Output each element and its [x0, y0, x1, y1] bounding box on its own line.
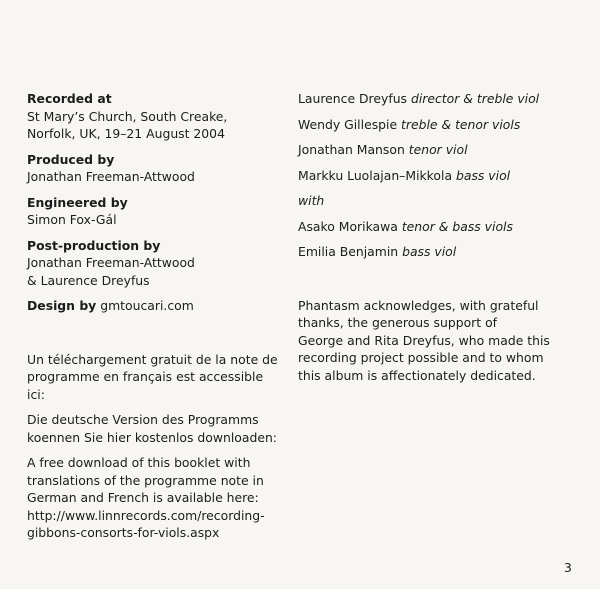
- performer-row: [298, 218, 583, 236]
- performer-row: [298, 116, 583, 134]
- with-label: with: [298, 193, 325, 208]
- performer-role: tenor & bass viols: [401, 218, 513, 234]
- performer-role: bass viol: [402, 244, 457, 259]
- produced-credit: [27, 151, 292, 186]
- acknowledgement: [298, 297, 583, 385]
- post-production-heading: Post-production by: [27, 237, 161, 253]
- german-line: Die deutsche Version des Programms: [27, 412, 259, 427]
- page-number: 3: [564, 560, 572, 575]
- producer-name: Jonathan Freeman-Attwood: [27, 169, 195, 184]
- download-url-part-1: http://www.linnrecords.com/recording-: [27, 507, 265, 523]
- engineer-name: Simon Fox-Gál: [27, 212, 117, 227]
- german-line: koennen Sie hier kostenlos downloaden:: [27, 429, 277, 445]
- english-line: German and French is available here:: [27, 490, 259, 505]
- engineered-heading: Engineered by: [27, 194, 128, 210]
- french-line: programme en français est accessible: [27, 369, 264, 384]
- produced-heading: Produced by: [27, 151, 115, 167]
- acknowledgement-line: George and Rita Dreyfus, who made this: [298, 332, 550, 348]
- english-download-note: [27, 454, 292, 542]
- right-column: [298, 90, 583, 392]
- recorded-credit: [27, 90, 292, 143]
- performer-name: Wendy Gillespie: [298, 116, 398, 132]
- left-column: [27, 90, 292, 550]
- performer-row: [298, 141, 583, 159]
- performer-name: Asako Morikawa: [298, 218, 398, 234]
- performer-role: director & treble viol: [410, 91, 540, 106]
- english-line: A free download of this booklet with: [27, 455, 251, 470]
- download-url-part-2: gibbons-consorts-for-viols.aspx: [27, 525, 220, 540]
- recorded-venue: St Mary’s Church, South Creake,: [27, 108, 228, 124]
- performer-role: tenor viol: [408, 142, 468, 157]
- french-download-note: [27, 351, 292, 404]
- engineered-credit: [27, 194, 292, 229]
- performer-row: [298, 90, 583, 108]
- design-label: Design by: [27, 298, 97, 313]
- performer-list: [298, 90, 583, 261]
- performer-role: bass viol: [456, 167, 511, 183]
- performer-role: treble & tenor viols: [401, 116, 521, 132]
- post-production-name-1: Jonathan Freeman-Attwood: [27, 255, 195, 270]
- design-credit: [27, 297, 292, 315]
- performer-name: Laurence Dreyfus: [298, 91, 408, 106]
- post-production-credit: [27, 237, 292, 290]
- acknowledgement-line: thanks, the generous support of: [298, 315, 498, 330]
- recorded-date: Norfolk, UK, 19–21 August 2004: [27, 126, 225, 141]
- recorded-heading: Recorded at: [27, 91, 112, 106]
- english-line: translations of the programme note in: [27, 472, 264, 488]
- performer-name: Markku Luolajan–Mikkola: [298, 167, 453, 183]
- french-line: ici:: [27, 386, 45, 402]
- french-line: Un téléchargement gratuit de la note de: [27, 351, 278, 367]
- performer-name: Jonathan Manson: [298, 142, 405, 157]
- acknowledgement-line: this album is affectionately dedicated.: [298, 367, 536, 383]
- performer-row: [298, 167, 583, 185]
- german-download-note: [27, 411, 292, 446]
- design-value: gmtoucari.com: [100, 298, 194, 313]
- performer-name: Emilia Benjamin: [298, 244, 399, 259]
- performer-row: [298, 243, 583, 261]
- acknowledgement-line: Phantasm acknowledges, with grateful: [298, 297, 539, 313]
- post-production-name-2: & Laurence Dreyfus: [27, 272, 150, 288]
- acknowledgement-line: recording project possible and to whom: [298, 350, 544, 365]
